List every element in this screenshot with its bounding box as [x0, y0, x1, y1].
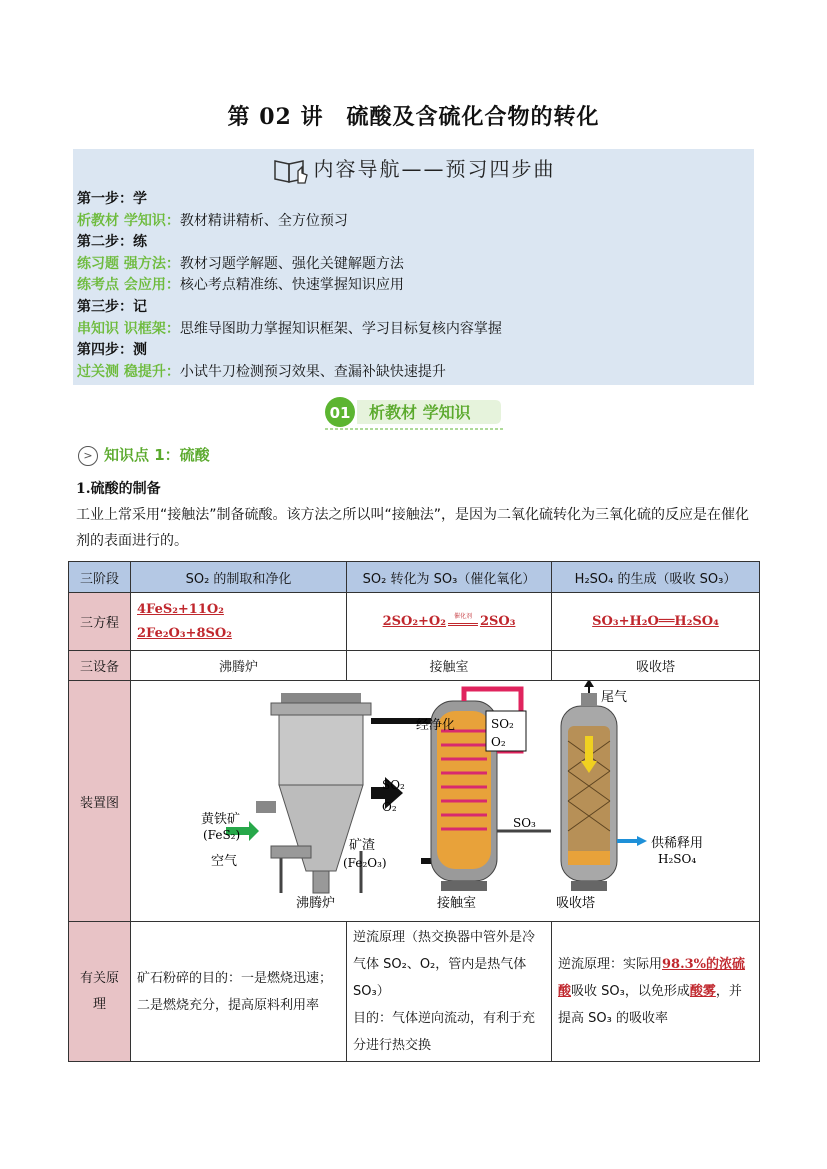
label-slag-formula: (Fe₂O₃) [343, 856, 387, 870]
page-title: 第 02 讲 硫酸及含硫化合物的转化 [227, 104, 600, 130]
nav-line-7: 串知识 识框架：思维导图助力掌握知识框架、学习目标复核内容掌握 [77, 320, 502, 337]
nav-line-6: 第三步：记 [77, 298, 147, 315]
nav-line-8: 第四步：测 [77, 342, 147, 359]
label-pyrite: 黄铁矿 [201, 812, 241, 827]
stage-1: SO₂ 的制取和净化 [131, 562, 347, 593]
table-row-equations [69, 593, 760, 651]
caption-absorber: 吸收塔 [556, 896, 596, 911]
arrow-circle-icon: > [78, 446, 98, 466]
caption-contact: 接触室 [437, 896, 477, 911]
stage-3: H₂SO₄ 的生成（吸收 SO₃） [552, 562, 760, 593]
content-navigation-box [73, 149, 754, 385]
table-row-stages [69, 562, 760, 593]
caption-furnace: 沸腾炉 [296, 896, 336, 911]
row-header-diagram: 装置图 [69, 681, 131, 922]
equipment-3: 吸收塔 [552, 651, 760, 681]
principle-col-1: 矿石粉碎的目的：一是燃烧迅速；二是燃烧充分，提高原料利用率 [131, 922, 347, 1062]
principle-col-2: 逆流原理（热交换器中管外是冷气体 SO₂、O₂，管内是热气体 SO₃） 目的：气体逆向流动，有利于充分进行热交换 [347, 922, 552, 1062]
equipment-1: 沸腾炉 [131, 651, 347, 681]
label-so2-loop: SO₂ [491, 717, 514, 731]
row-header-equipment: 三设备 [69, 651, 131, 681]
principle-col-3: 逆流原理：实际用98.3%的浓硫酸吸收 SO₃，以免形成酸雾，并提高 SO₃ 的吸收率 [552, 922, 760, 1062]
row-header-principle: 有关原理 [69, 922, 131, 1062]
nav-line-9: 过关测 稳提升：小试牛刀检测预习效果、查漏补缺快速提升 [77, 363, 446, 380]
book-pointer-icon [272, 157, 310, 185]
table-row-diagram [69, 681, 760, 922]
nav-lines [77, 189, 502, 383]
absorption-tower [561, 681, 617, 891]
label-so2-inlet: SO₂ [382, 778, 405, 792]
outlet-arrow-icon [637, 836, 647, 846]
table-row-principle [69, 922, 760, 1062]
sulfuric-acid-table [68, 561, 760, 1062]
subheading: 1.硫酸的制备 [76, 481, 161, 497]
section-badge-label: 析教材 学知识 [369, 403, 471, 422]
label-dilute-formula: H₂SO₄ [658, 852, 697, 866]
stage-2: SO₂ 转化为 SO₃（催化氧化） [347, 562, 552, 593]
label-pyrite-formula: (FeS₂) [203, 828, 241, 842]
equation-stage-1: 4FeS₂+11O₂ 2Fe₂O₃+8SO₂ [131, 593, 347, 651]
section-badge-number: 01 [329, 404, 351, 422]
knowledge-point-heading: > 知识点 1：硫酸 [78, 444, 210, 466]
nav-heading [73, 153, 754, 185]
label-purify: 经净化 [416, 718, 456, 733]
nav-line-4: 练习题 强方法：教材习题学解题、强化关键解题方法 [77, 255, 404, 272]
equipment-2: 接触室 [347, 651, 552, 681]
catalyst-label: 催化剂 [453, 612, 472, 620]
apparatus-diagram [131, 681, 759, 917]
label-air: 空气 [211, 854, 238, 869]
label-slag: 矿渣 [349, 838, 376, 853]
label-so3: SO₃ [513, 816, 536, 830]
intro-paragraph: 工业上常采用“接触法”制备硫酸。该方法之所以叫“接触法”，是因为二氧化硫转化为三氧化硫的反应是在催化剂的表面进行的。 [76, 507, 750, 549]
tail-gas-arrow-icon [584, 681, 594, 687]
apparatus-diagram-cell [131, 681, 760, 922]
nav-line-2: 析教材 学知识：教材精讲精析、全方位预习 [77, 212, 348, 229]
label-o2-inlet: O₂ [382, 800, 397, 814]
nav-line-3: 第二步：练 [77, 234, 147, 251]
nav-line-1: 第一步：学 [77, 191, 147, 207]
label-dilute: 供稀释用 [651, 836, 704, 851]
label-tail-gas: 尾气 [601, 690, 628, 705]
table-row-equipment [69, 651, 760, 681]
equation-stage-3: SO₃+H₂O══H₂SO₄ [552, 593, 760, 651]
equation-stage-2: 2SO₂+O₂ 催化剂 2SO₃ [347, 593, 552, 651]
label-o2-loop: O₂ [491, 735, 506, 749]
row-header-equations: 三方程 [69, 593, 131, 651]
row-header-stages: 三阶段 [69, 562, 131, 593]
nav-heading-text: 内容导航——预习四步曲 [313, 157, 556, 181]
nav-line-5: 练考点 会应用：核心考点精准练、快速掌握知识应用 [77, 277, 404, 294]
section-badge [325, 396, 505, 430]
